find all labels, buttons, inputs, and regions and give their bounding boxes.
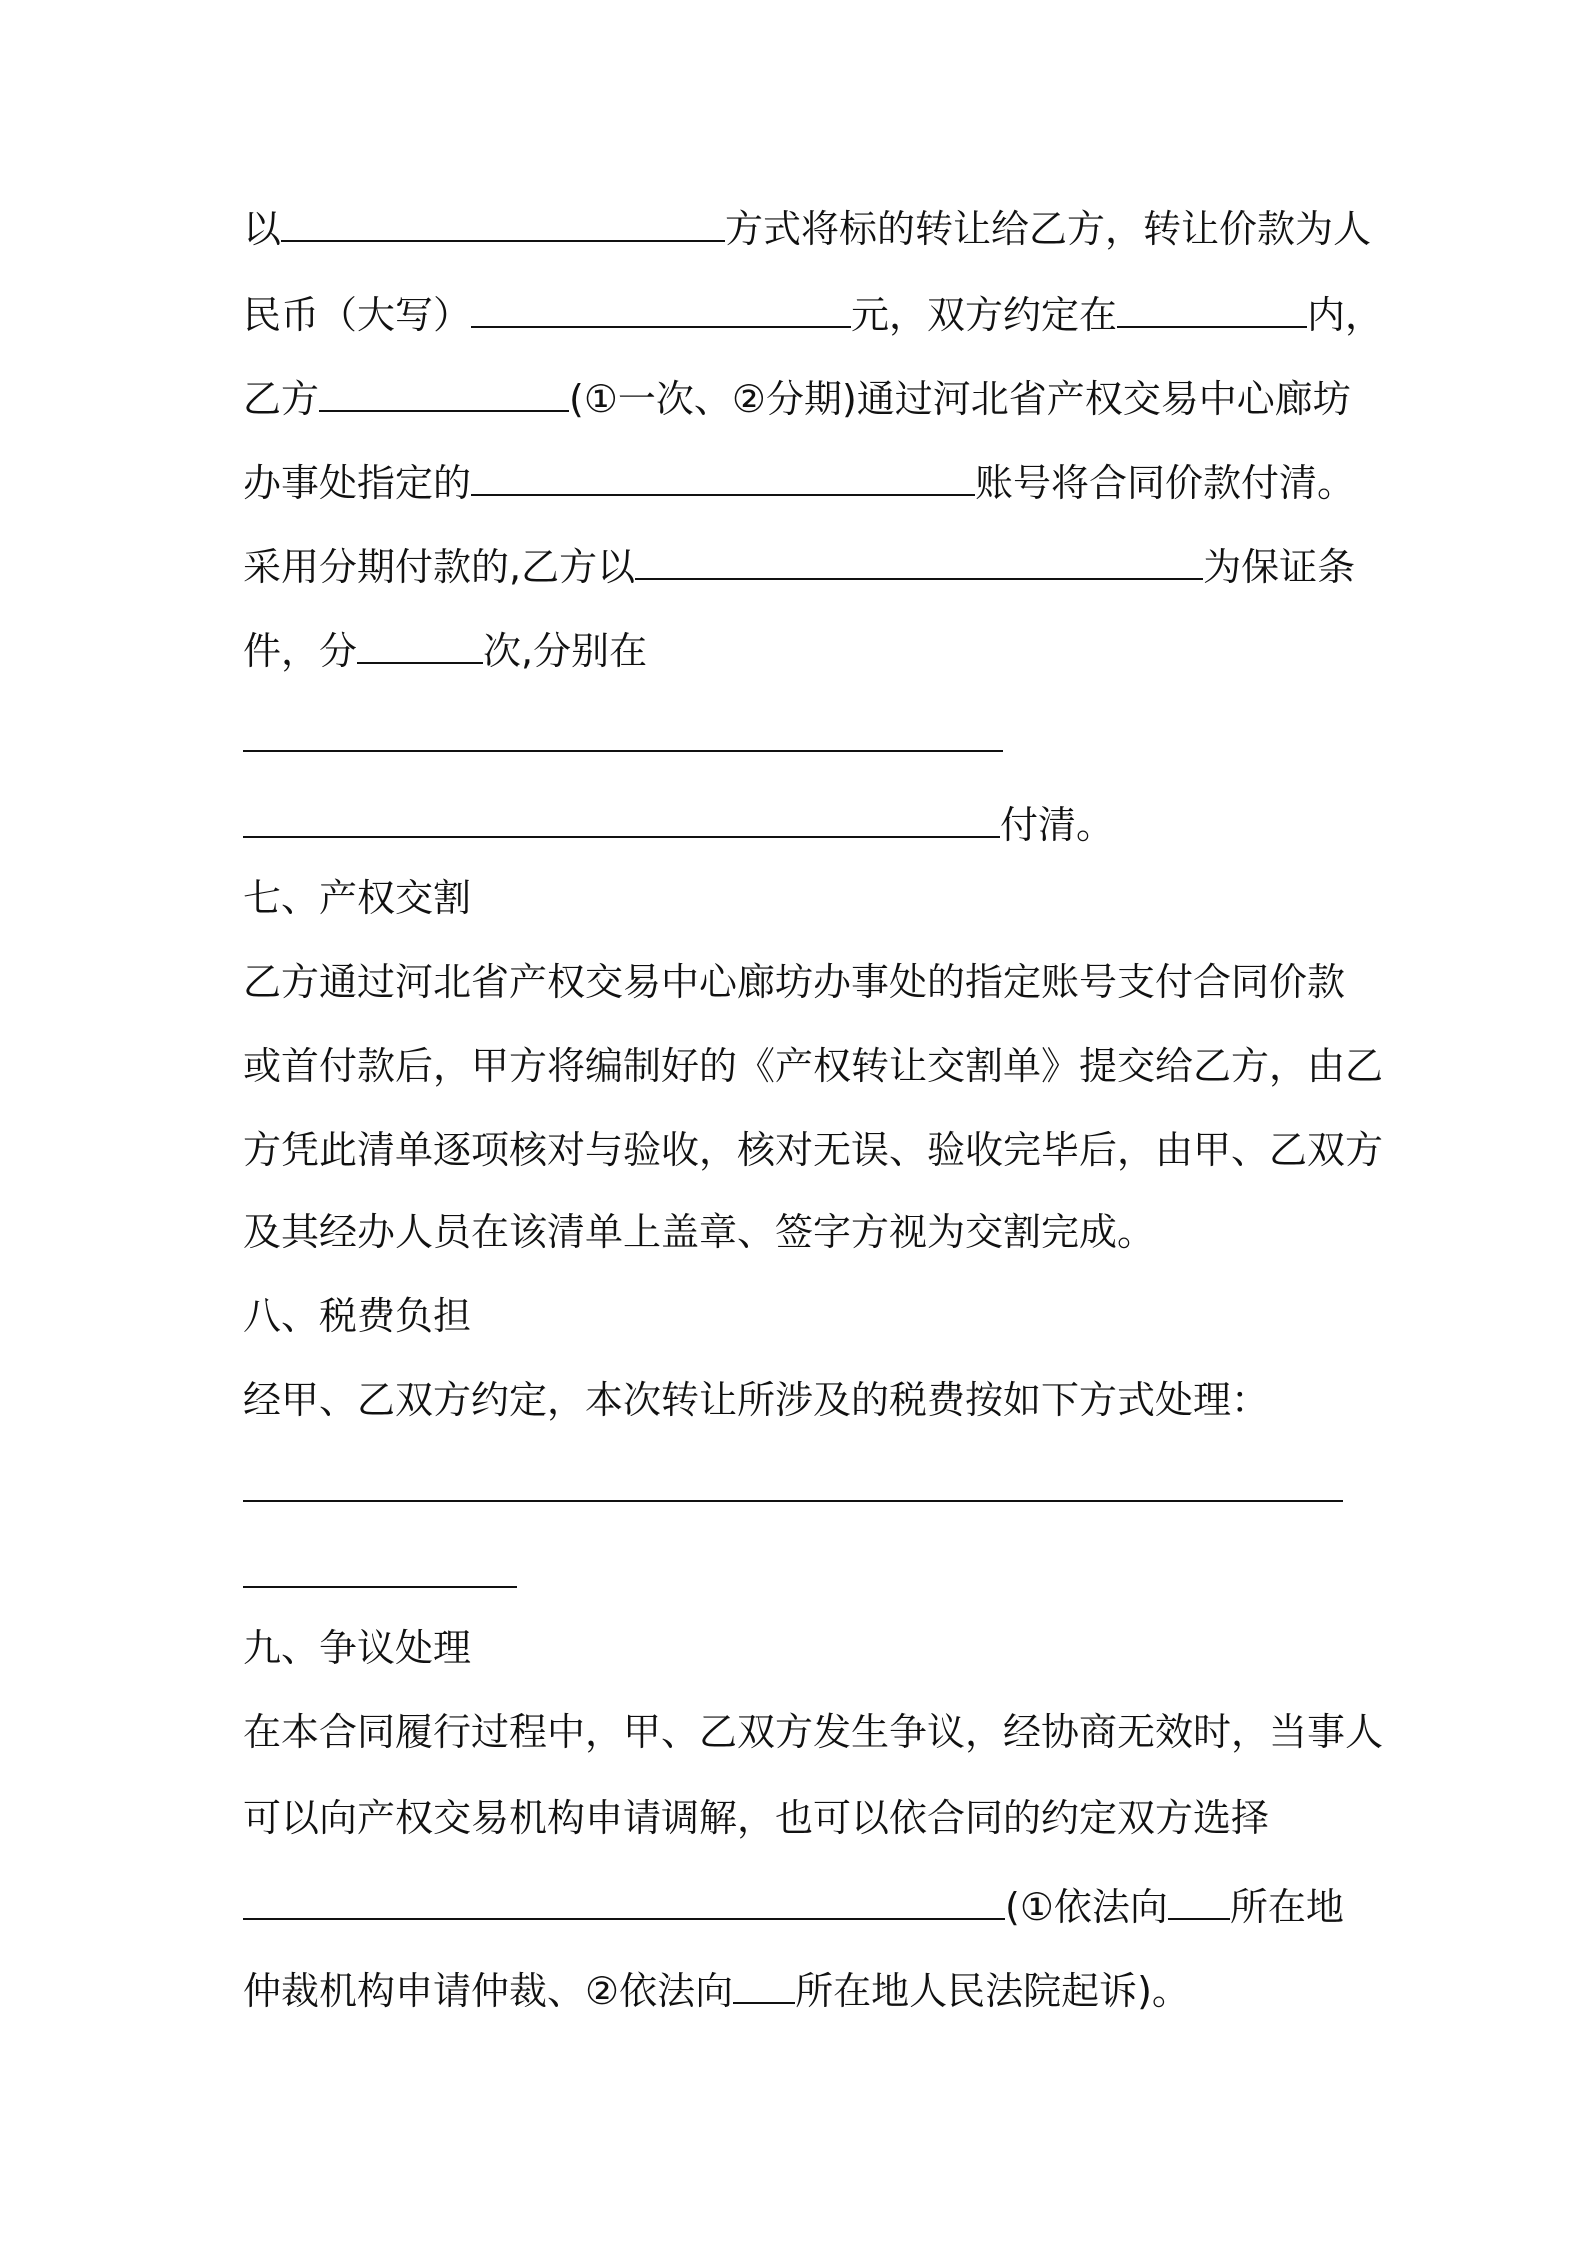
text-segment: 以: [243, 207, 282, 251]
fill-in-blank[interactable]: [1168, 1878, 1230, 1920]
paragraph-line: [243, 954, 1363, 1010]
fill-in-blank[interactable]: [243, 796, 1000, 838]
section-heading-text: 七、产权交割: [243, 876, 472, 920]
section-heading: [243, 1288, 1363, 1344]
text-segment: 件，分: [243, 629, 358, 673]
paragraph-line: [243, 200, 1372, 256]
section-heading: [243, 1620, 1363, 1676]
paragraph-line: [243, 1122, 1384, 1178]
text-segment: 付清。: [1000, 803, 1115, 847]
paragraph-line: [243, 710, 1363, 766]
paragraph-line: [243, 1038, 1384, 1094]
text-segment: 内，: [1307, 293, 1384, 337]
fill-in-blank[interactable]: [733, 1962, 795, 2004]
text-segment: 及其经办人员在该清单上盖章、签字方视为交割完成。: [243, 1210, 1156, 1254]
text-segment: (①一次、②分期)通过河北省产权交易中心廊坊: [569, 377, 1351, 421]
text-segment: 所在地: [1229, 1885, 1344, 1929]
paragraph-line: [243, 1962, 1363, 2018]
paragraph-line: [243, 286, 1384, 342]
paragraph-line: [243, 1790, 1363, 1846]
fill-in-blank[interactable]: [243, 1460, 1343, 1502]
paragraph-line: [243, 1704, 1384, 1760]
fill-in-blank[interactable]: [635, 538, 1203, 580]
text-segment: 元，双方约定在: [851, 293, 1118, 337]
text-segment: 民币（大写）: [243, 293, 472, 337]
paragraph-line: [243, 1546, 1363, 1602]
text-segment: 为保证条: [1203, 545, 1356, 589]
fill-in-blank[interactable]: [1117, 286, 1307, 328]
fill-in-blank[interactable]: [471, 286, 851, 328]
paragraph-line: [243, 1460, 1363, 1516]
paragraph-line: [243, 370, 1363, 426]
paragraph-line: [243, 538, 1363, 594]
section-heading-text: 八、税费负担: [243, 1294, 472, 1338]
section-heading-text: 九、争议处理: [243, 1626, 472, 1670]
paragraph-line: [243, 1204, 1363, 1260]
fill-in-blank[interactable]: [243, 710, 1003, 752]
text-segment: 采用分期付款的,乙方以: [243, 545, 636, 589]
text-segment: 在本合同履行过程中，甲、乙双方发生争议，经协商无效时，当事人: [243, 1710, 1384, 1754]
text-segment: 账号将合同价款付清。: [975, 461, 1356, 505]
fill-in-blank[interactable]: [357, 622, 483, 664]
text-segment: 乙方通过河北省产权交易中心廊坊办事处的指定账号支付合同价款: [243, 960, 1346, 1004]
fill-in-blank[interactable]: [243, 1878, 1005, 1920]
text-segment: 次,分别在: [483, 629, 648, 673]
text-segment: 方式将标的转让给乙方，转让价款为人: [725, 207, 1372, 251]
text-segment: 仲裁机构申请仲裁、②依法向: [243, 1969, 734, 2013]
paragraph-line: [243, 796, 1363, 852]
text-segment: 经甲、乙双方约定，本次转让所涉及的税费按如下方式处理：: [243, 1378, 1270, 1422]
text-segment: (①依法向: [1005, 1885, 1168, 1929]
paragraph-line: [243, 454, 1363, 510]
text-segment: 乙方: [243, 377, 320, 421]
text-segment: 所在地人民法院起诉)。: [795, 1969, 1190, 2013]
fill-in-blank[interactable]: [319, 370, 569, 412]
text-segment: 或首付款后，甲方将编制好的《产权转让交割单》提交给乙方，由乙: [243, 1044, 1384, 1088]
paragraph-line: [243, 1878, 1363, 1934]
fill-in-blank[interactable]: [243, 1546, 517, 1588]
fill-in-blank[interactable]: [471, 454, 975, 496]
text-segment: 办事处指定的: [243, 461, 472, 505]
text-segment: 方凭此清单逐项核对与验收，核对无误、验收完毕后，由甲、乙双方: [243, 1128, 1384, 1172]
section-heading: [243, 870, 1363, 926]
fill-in-blank[interactable]: [281, 200, 725, 242]
paragraph-line: [243, 1372, 1363, 1428]
text-segment: 可以向产权交易机构申请调解，也可以依合同的约定双方选择: [243, 1796, 1270, 1840]
paragraph-line: [243, 622, 1363, 678]
